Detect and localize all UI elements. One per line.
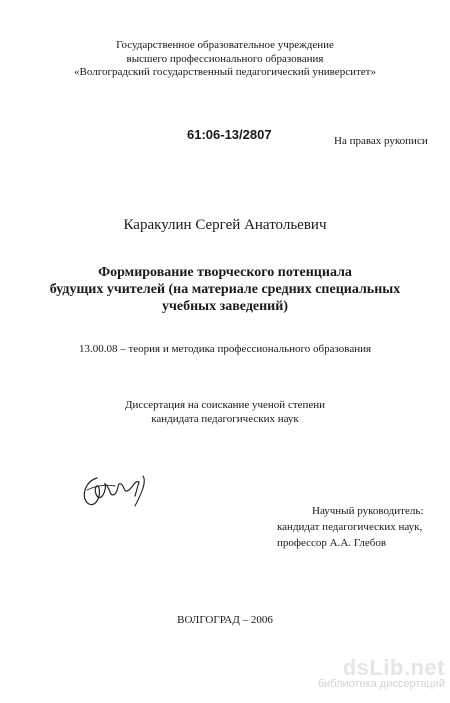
institution-line-3: «Волгоградский государственный педагогический университет» <box>74 66 376 78</box>
title-line-2: будущих учителей (на материале средних специальных <box>49 282 401 297</box>
institution-header <box>0 39 450 80</box>
dissertation-title <box>0 264 450 315</box>
supervisor-line-1: Научный руководитель: <box>312 505 424 517</box>
author-name: Каракулин Сергей Анатольевич <box>123 217 327 233</box>
rights-note: На правах рукописи <box>334 135 428 147</box>
degree-line-1: Диссертация на соискание ученой степени <box>124 399 326 411</box>
degree-line-2: кандидата педагогических наук <box>151 412 299 425</box>
supervisor-block <box>277 503 424 551</box>
supervisor-line-2: кандидат педагогических наук, <box>277 521 423 533</box>
title-line-3: учебных заведений) <box>162 299 288 314</box>
institution-line-1: Государственное образовательное учреждение <box>116 39 334 51</box>
watermark-subtitle: библиотека диссертаций <box>317 678 445 690</box>
institution-line-2: высшего профессионального образования <box>126 52 324 65</box>
title-line-1: Формирование творческого потенциала <box>98 265 352 280</box>
handwritten-signature <box>75 460 165 520</box>
watermark <box>270 655 445 690</box>
catalog-code: 61:06-13/2807 <box>187 127 272 142</box>
specialty-code: 13.00.08 – теория и методика профессионального образования <box>78 343 372 355</box>
watermark-logo: dsLib.net <box>342 655 445 680</box>
city-year: ВОЛГОГРАД – 2006 <box>177 614 273 626</box>
degree-statement <box>0 399 450 426</box>
supervisor-line-3: профессор А.А. Глебов <box>277 537 387 549</box>
